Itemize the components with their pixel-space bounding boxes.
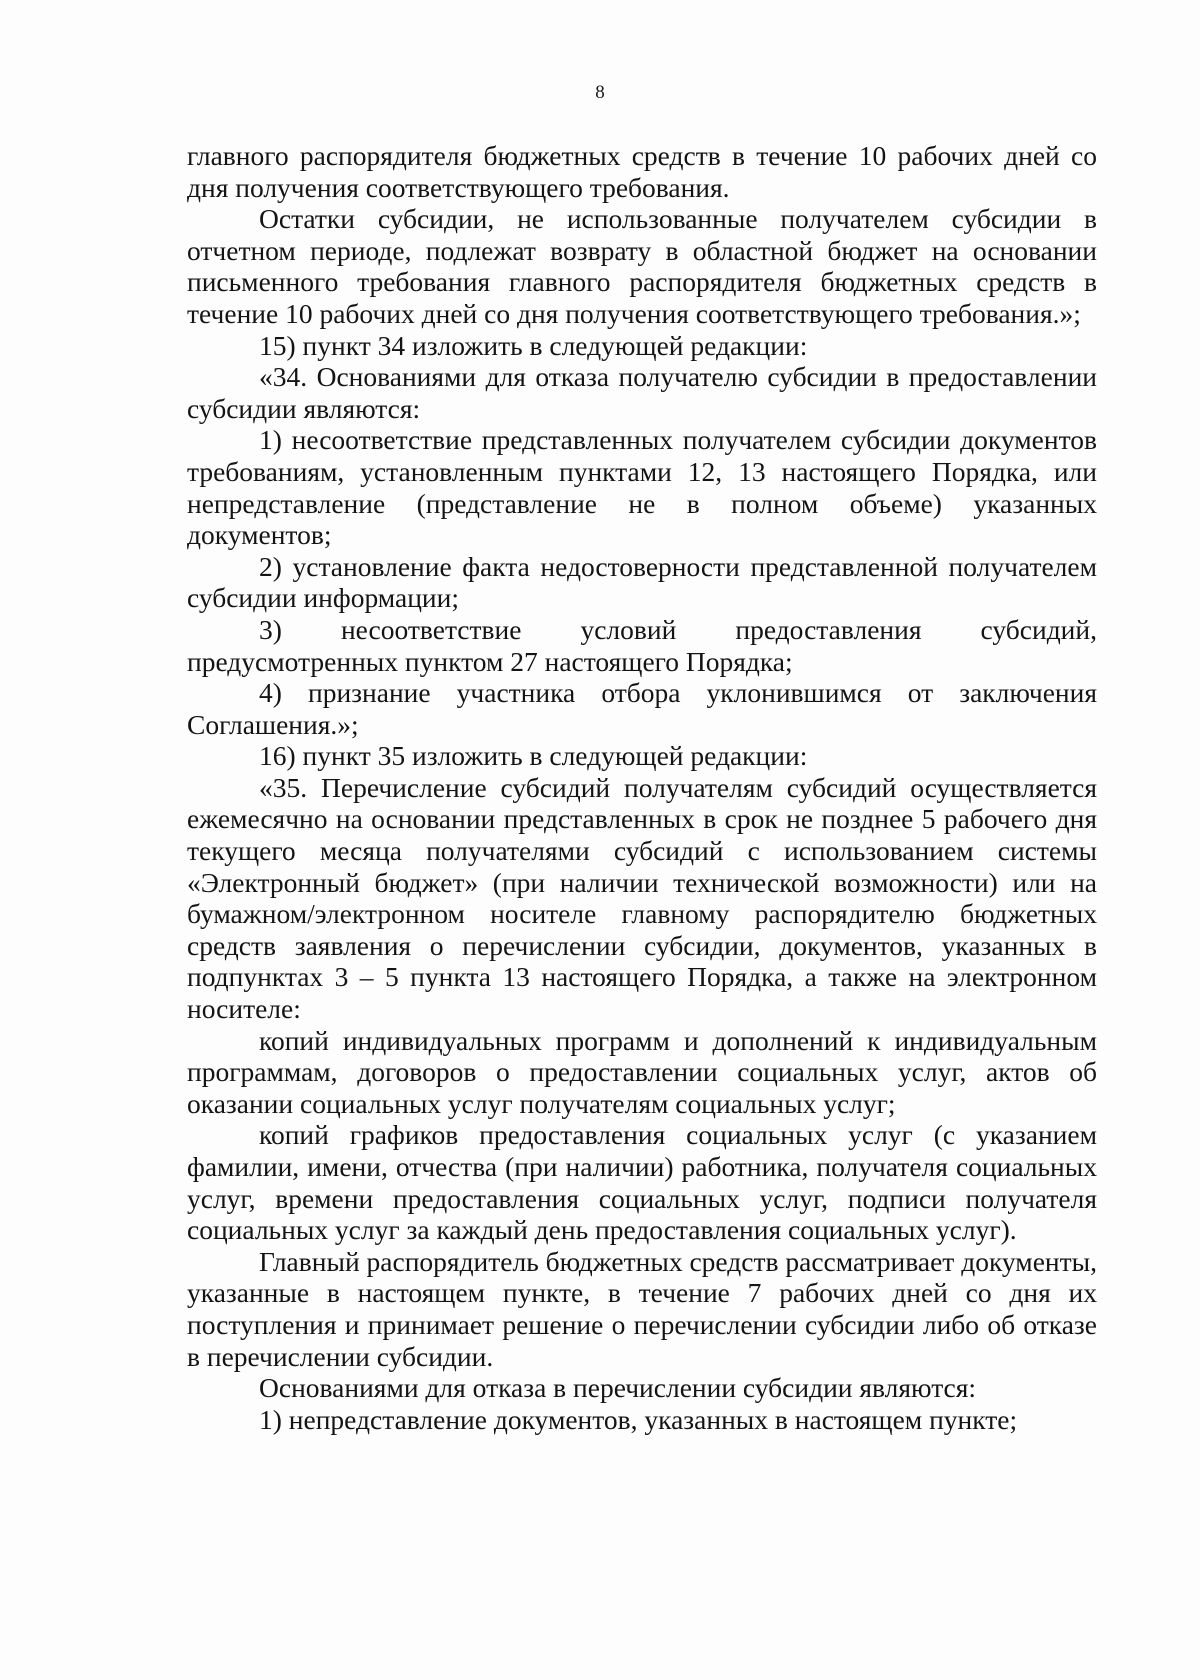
document-body [187,140,1097,1435]
paragraph-continuation: главного распорядителя бюджетных средств в течение 10 рабочих дней со дня получения соответствующего требования. [187,140,1097,203]
paragraph-clause-34: «34. Основаниями для отказа получателю субсидии в предоставлении субсидии являются: [187,361,1097,424]
paragraph-copies-schedules: копий графиков предоставления социальных услуг (с указанием фамилии, имени, отчества (при наличии) работника, получателя социальных услуг, времени предоставления социальных услуг, подписи получателя социальных услуг за каждый день предоставления социальных услуг). [187,1119,1097,1246]
paragraph-clause-35: «35. Перечисление субсидий получателям субсидий осуществляется ежемесячно на основании представленных в срок не позднее 5 рабочего дня текущего месяца получателями субсидий с использованием системы «Электронный бюджет» (при наличии технической возможности) или на бумажном/электронном носителе главному распорядителю бюджетных средств заявления о перечислении субсидии, документов, указанных в подпунктах 3 – 5 пункта 13 настоящего Порядка, а также на электронном носителе: [187,771,1097,1025]
paragraph-item-15: 15) пункт 34 изложить в следующей редакции: [259,329,808,361]
paragraph-clause-34-item-4: 4) признание участника отбора уклонившимся от заключения Соглашения.»; [187,677,1097,740]
paragraph-review: Главный распорядитель бюджетных средств рассматривает документы, указанные в настоящем пункте, в течение 7 рабочих дней со дня их поступления и принимает решение о перечислении субсидии либо об отказе в перечислении субсидии. [187,1245,1097,1372]
paragraph-clause-34-item-2: 2) установление факта недостоверности представленной получателем субсидии информации; [187,550,1097,614]
paragraph-item-16: 16) пункт 35 изложить в следующей редакции: [259,740,808,772]
paragraph-copies-programs: копий индивидуальных программ и дополнений к индивидуальным программам, договоров о предоставлении социальных услуг, актов об оказании социальных услуг получателям социальных услуг; [187,1024,1097,1119]
paragraph-clause-34-item-1: 1) несоответствие представленных получателем субсидии документов требованиям, установленным пунктами 12, 13 настоящего Порядка, или непредставление (представление не в полном объеме) указанных документов; [187,424,1097,551]
paragraph-remaining-subsidy: Остатки субсидии, не использованные получателем субсидии в отчетном периоде, подлежат возврату в областной бюджет на основании письменного требования главного распорядителя бюджетных средств в течение 10 рабочих дней со дня получения соответствующего требования.»; [187,203,1097,329]
paragraph-clause-34-item-3: 3) несоответствие условий предоставления субсидий, предусмотренных пунктом 27 настоящего Порядка; [187,613,1097,677]
paragraph-refusal-grounds: Основаниями для отказа в перечислении субсидии являются: [259,1372,977,1404]
paragraph-refusal-item-1: 1) непредставление документов, указанных в настоящем пункте; [259,1403,1018,1435]
page-number: 8 [595,82,605,103]
